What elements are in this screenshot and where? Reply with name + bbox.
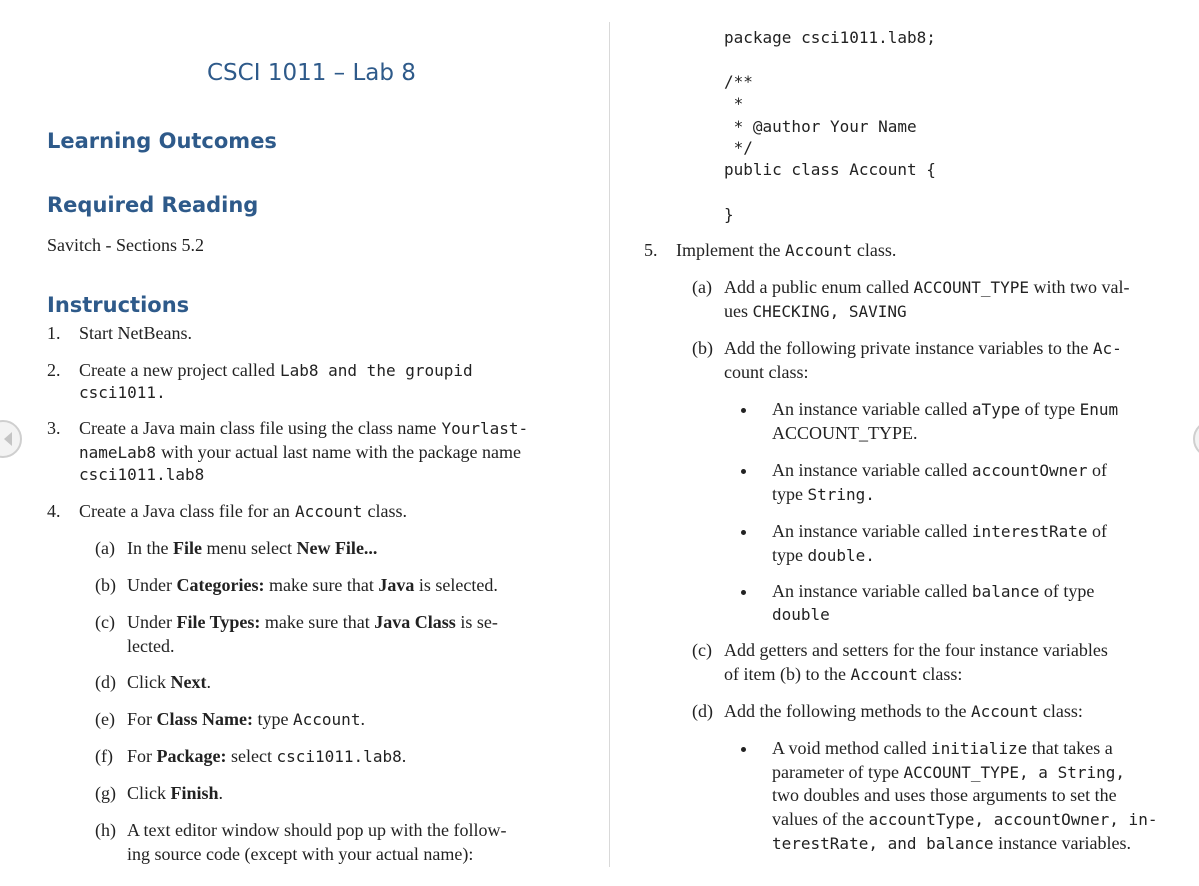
sub-item: [724, 338, 1122, 359]
bullet-icon: [741, 590, 746, 595]
sub-label: (a): [692, 277, 712, 297]
code-text: Yourlast-: [441, 419, 529, 438]
bullet-item: [772, 738, 1113, 759]
sub-label: (e): [95, 709, 115, 729]
code-text: Ac-: [1092, 339, 1122, 358]
sub-label: (b): [95, 575, 116, 595]
code-text: CHECKING, SAVING: [752, 302, 907, 321]
sub-item: [724, 277, 1130, 298]
sub-item: For Package: select csci1011.lab8.: [127, 746, 407, 766]
code-text: nameLab8: [79, 443, 157, 462]
text: instance variables.: [998, 833, 1132, 853]
sub-label: (f): [95, 746, 113, 766]
text: class:: [1042, 701, 1083, 721]
sub-item-line: [724, 301, 907, 322]
previous-page-arrow-icon[interactable]: [0, 420, 22, 458]
sub-label: (g): [95, 783, 116, 803]
sub-label: (a): [95, 538, 115, 558]
bullet-icon: [741, 408, 746, 413]
text: In the: [127, 538, 169, 558]
text: values of the: [772, 809, 864, 829]
sub-item-line: lected.: [127, 636, 175, 656]
sub-item: [127, 575, 498, 596]
text: Under: [127, 575, 172, 595]
sub-item: For Class Name: type Account.: [127, 709, 365, 729]
code-line: }: [724, 205, 734, 224]
code-text: Account: [970, 702, 1039, 721]
text: make sure that: [268, 575, 374, 595]
code-text: ACCOUNT_TYPE: [913, 278, 1030, 297]
code-text: ACCOUNT_TYPE, a String,: [903, 763, 1125, 782]
bullet-item-line: [772, 484, 875, 505]
bold-text: Categories:: [176, 575, 265, 595]
sub-item-line: [724, 362, 809, 383]
bold-text: Finish: [170, 783, 219, 803]
bold-text: Class Name:: [156, 709, 254, 729]
next-page-arrow-icon[interactable]: [1193, 420, 1199, 458]
text: of: [1092, 460, 1108, 480]
text: Click: [127, 783, 166, 803]
list-number: 2.: [47, 360, 61, 380]
code-text: Account: [784, 241, 853, 260]
text: Implement the: [676, 240, 781, 260]
sub-item: A text editor window should pop up with the follow-: [127, 820, 507, 840]
text: is selected.: [418, 575, 498, 595]
sub-label: (h): [95, 820, 116, 840]
bullet-item: [772, 521, 1107, 542]
bullet-item-line: [772, 833, 1131, 854]
code-text: double: [772, 605, 830, 624]
text: of type: [1024, 399, 1076, 419]
code-text: Enum: [1079, 400, 1119, 419]
code-text: csci1011.: [79, 383, 166, 402]
text: Create a new project called: [79, 360, 275, 380]
text: An instance variable called: [772, 460, 968, 480]
list-item: [79, 501, 407, 522]
text: For: [127, 746, 153, 766]
code-line: public class Account {: [724, 160, 936, 179]
text: with your actual last name with the package name: [161, 442, 522, 462]
bullet-icon: [741, 747, 746, 752]
sub-item: [724, 701, 1083, 722]
text: class:: [922, 664, 963, 684]
text: class.: [856, 240, 897, 260]
code-text: accountOwner: [971, 461, 1088, 480]
sub-label: (d): [692, 701, 713, 721]
text: Create a Java main class file using the class name: [79, 418, 437, 438]
code-text: String.: [807, 485, 875, 504]
bullet-item: [772, 460, 1107, 481]
code-text: Account: [850, 665, 918, 684]
text: An instance variable called: [772, 581, 968, 601]
text: Add the following methods to the: [724, 701, 967, 721]
bold-text: Java: [378, 575, 415, 595]
code-line: *: [724, 94, 744, 113]
column-divider: [609, 22, 610, 867]
code-text: Lab8 and the groupid: [279, 361, 473, 380]
code-line: package csci1011.lab8;: [724, 28, 936, 47]
sub-item: Add getters and setters for the four instance variables: [724, 640, 1108, 660]
bold-text: File Types:: [176, 612, 261, 632]
list-number: 1.: [47, 323, 61, 343]
list-number: 5.: [644, 240, 658, 260]
bullet-item-line: two doubles and uses those arguments to set the: [772, 785, 1117, 805]
text: A void method called: [772, 738, 927, 758]
code-text: csci1011.lab8: [79, 465, 205, 484]
text: parameter of type: [772, 762, 899, 782]
heading-learning-outcomes: Learning Outcomes: [47, 129, 277, 153]
text: is se-: [460, 612, 498, 632]
text: menu select: [206, 538, 292, 558]
bullet-item: [772, 399, 1118, 420]
text: Create a Java class file for an: [79, 501, 290, 521]
list-item: [79, 418, 528, 439]
text: of item (b) to the: [724, 664, 846, 684]
code-text: Account: [295, 502, 363, 521]
sub-item: [127, 538, 377, 559]
heading-required-reading: Required Reading: [47, 193, 259, 217]
sub-label: (d): [95, 672, 116, 692]
list-number: 4.: [47, 501, 61, 521]
code-text: Account: [293, 710, 361, 729]
sub-item: Click Next.: [127, 672, 211, 692]
bold-text: Package:: [156, 746, 227, 766]
text: type: [257, 709, 289, 729]
code-text: interestRate: [971, 522, 1088, 541]
bold-text: File: [172, 538, 202, 558]
text: select: [231, 746, 272, 766]
code-line: */: [724, 138, 753, 157]
sub-label: (b): [692, 338, 713, 358]
code-line: /**: [724, 72, 753, 91]
heading-instructions: Instructions: [47, 293, 190, 317]
bold-text: New File...: [296, 538, 378, 558]
bold-text: Next: [170, 672, 207, 692]
code-text: double.: [807, 546, 875, 565]
list-item-line: [79, 442, 521, 463]
code-text: terestRate, and balance: [772, 834, 994, 853]
list-item: [676, 240, 896, 261]
text: class:: [768, 362, 809, 382]
sub-item: [127, 612, 498, 633]
text: class.: [367, 501, 408, 521]
text: of type: [1043, 581, 1095, 601]
bullet-icon: [741, 530, 746, 535]
text: An instance variable called: [772, 399, 968, 419]
code-text: csci1011.lab8: [276, 747, 402, 766]
bullet-item-line: ACCOUNT_TYPE.: [772, 423, 918, 443]
bullet-item-line: [772, 809, 1157, 830]
text: type: [772, 545, 803, 565]
text: Click: [127, 672, 166, 692]
text: For: [127, 709, 153, 729]
text: Add a public enum called: [724, 277, 909, 297]
bold-text: Java Class: [374, 612, 456, 632]
text: with two val-: [1033, 277, 1130, 297]
code-line: * @author Your Name: [724, 117, 917, 136]
page-title: CSCI 1011 – Lab 8: [207, 60, 416, 86]
text: that takes a: [1031, 738, 1113, 758]
sub-label: (c): [95, 612, 115, 632]
list-number: 3.: [47, 418, 61, 438]
bullet-item: [772, 581, 1094, 602]
text: An instance variable called: [772, 521, 968, 541]
text: type: [772, 484, 803, 504]
text: count: [724, 362, 764, 382]
code-text: accountType, accountOwner, in-: [868, 810, 1158, 829]
bullet-item-line: [772, 545, 875, 566]
sub-item-line: ing source code (except with your actual name):: [127, 844, 474, 864]
code-text: initialize: [930, 739, 1028, 758]
bullet-icon: [741, 469, 746, 474]
sub-label: (c): [692, 640, 712, 660]
list-item: [79, 360, 473, 381]
bullet-item-line: [772, 762, 1125, 783]
sub-item-line: [724, 664, 962, 685]
text: Add the following private instance variables to the: [724, 338, 1089, 358]
reading-text: Savitch - Sections 5.2: [47, 235, 204, 255]
list-item: Start NetBeans.: [79, 323, 192, 343]
code-text: aType: [971, 400, 1021, 419]
code-text: balance: [971, 582, 1040, 601]
text: of: [1092, 521, 1108, 541]
text: make sure that: [264, 612, 370, 632]
text: Under: [127, 612, 172, 632]
sub-item: Click Finish.: [127, 783, 224, 803]
text: ues: [724, 301, 748, 321]
